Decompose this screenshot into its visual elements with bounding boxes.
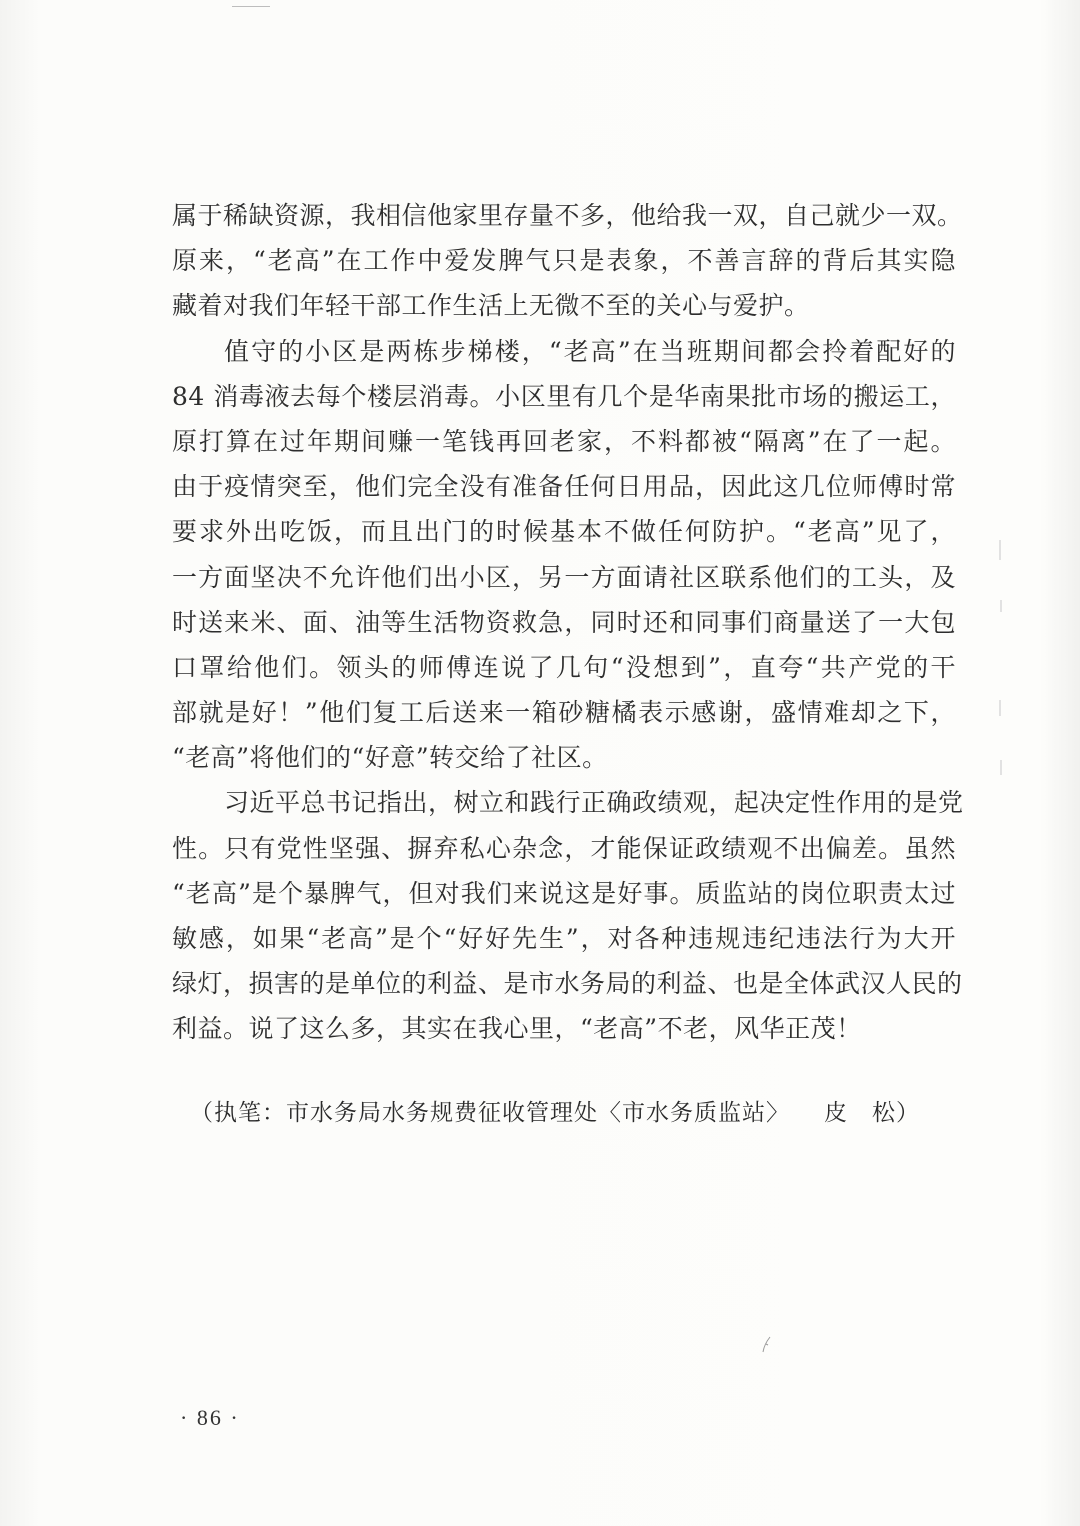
body-text bbox=[172, 193, 964, 1052]
author-byline bbox=[190, 1097, 956, 1129]
text-line: 由于疫情突至，他们完全没有准备任何日用品，因此这几位师傅时常 bbox=[172, 472, 956, 502]
text-line: 利益。说了这么多，其实在我心里，“老高”不老，风华正茂！ bbox=[172, 1014, 862, 1044]
text-line: 84 消毒液去每个楼层消毒。小区里有几个是华南果批市场的搬运工， bbox=[172, 381, 956, 411]
text-line: 藏着对我们年轻干部工作生活上无微不至的关心与爱护。 bbox=[172, 291, 810, 321]
text-line: 值守的小区是两栋步梯楼，“老高”在当班期间都会拎着配好的 bbox=[224, 336, 956, 366]
text-line: 原来，“老高”在工作中爱发脾气只是表象，不善言辞的背后其实隐 bbox=[172, 246, 956, 276]
pen-mark-icon bbox=[757, 1334, 773, 1354]
text-line: 要求外出吃饭，而且出门的时候基本不做任何防护。“老高”见了， bbox=[172, 517, 956, 547]
text-line: 口罩给他们。领头的师傅连说了几句“没想到”，直夸“共产党的干 bbox=[172, 652, 956, 682]
byline-author: 皮 松） bbox=[824, 1100, 920, 1126]
text-line: 性。只有党性坚强、摒弃私心杂念，才能保证政绩观不出偏差。虽然 bbox=[172, 833, 956, 863]
margin-scan-marks bbox=[996, 520, 1006, 850]
text-line: 绿灯，损害的是单位的利益、是市水务局的利益、也是全体武汉人民的 bbox=[172, 969, 963, 999]
text-line: 时送来米、面、油等生活物资救急，同时还和同事们商量送了一大包 bbox=[172, 607, 956, 637]
text-line: “老高”是个暴脾气，但对我们来说这是好事。质监站的岗位职责太过 bbox=[172, 878, 956, 908]
text-line: 敏感，如果“老高”是个“好好先生”，对各种违规违纪违法行为大开 bbox=[172, 924, 956, 953]
text-line: 原打算在过年期间赚一笔钱再回老家，不料都被“隔离”在了一起。 bbox=[172, 426, 956, 456]
text-line: 习近平总书记指出，树立和践行正确政绩观，起决定性作用的是党 bbox=[224, 788, 964, 818]
byline-department: （执笔：市水务局水务规费征收管理处〈市水务质监站〉 bbox=[190, 1100, 790, 1126]
text-line: 一方面坚决不允许他们出小区，另一方面请社区联系他们的工头，及 bbox=[172, 562, 956, 592]
top-rule-mark bbox=[232, 6, 270, 7]
text-line: “老高”将他们的“好意”转交给了社区。 bbox=[172, 743, 608, 773]
text-line: 部就是好！”他们复工后送来一箱砂糖橘表示感谢，盛情难却之下， bbox=[172, 698, 956, 728]
page-number: · 86 · bbox=[180, 1405, 240, 1430]
text-line: 属于稀缺资源，我相信他家里存量不多，他给我一双，自己就少一双。 bbox=[172, 201, 963, 230]
